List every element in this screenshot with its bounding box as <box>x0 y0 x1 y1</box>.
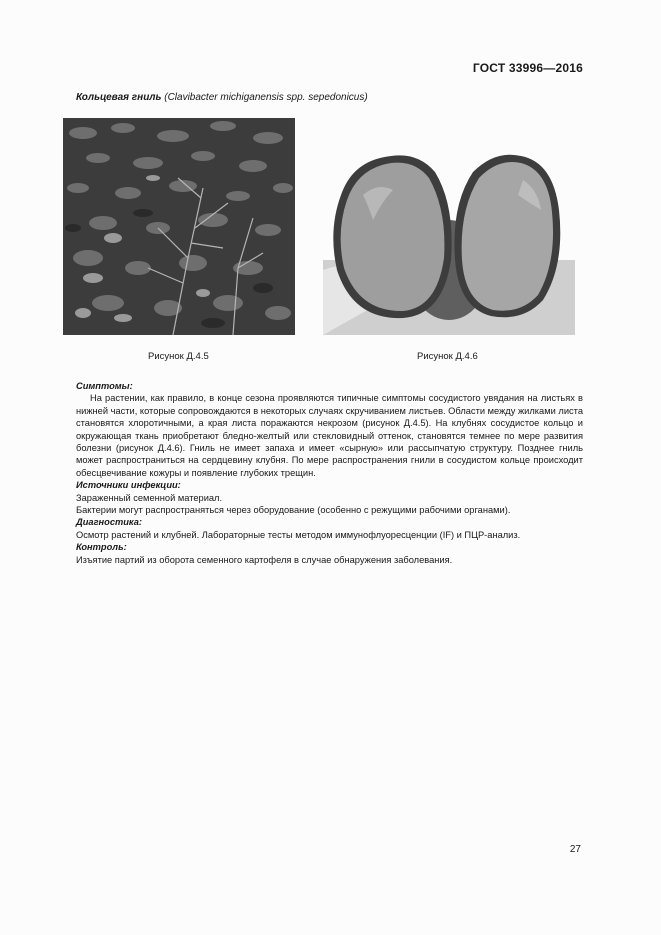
section-title-latin: (Clavibacter michiganensis spp. sepedonicus) <box>164 92 368 103</box>
symptoms-heading: Симптомы: <box>76 381 133 391</box>
tuber-photo-illustration <box>323 150 575 335</box>
section-title-main: Кольцевая гниль <box>76 92 162 103</box>
figure-tuber-photo <box>323 150 575 335</box>
figure-caption-d46: Рисунок Д.4.6 <box>417 351 478 362</box>
sources-line: Бактерии могут распространяться через оборудование (особенно с режущими рабочими органами). <box>76 505 511 516</box>
disease-description <box>76 380 583 566</box>
symptoms-paragraph: На растении, как правило, в конце сезона проявляются типичные симптомы сосудистого увядания на листьях в нижней части, которые сопровождаются в некоторых случаях скручиванием листьев. Области между жилками листа становятся хлоротичными, а края листа поражаются некрозом (рисунок Д.4.5). На клубнях сосудистое кольцо и окружающая ткань приобретают бледно-желтый или стекловидный оттенок, становятся темнее по мере развития болезни (рисунок Д.4.6). Гниль не имеет запаха и имеет «сырную» или рассыпчатую структуру. Позднее гниль может распространиться на сердцевину клубня. По мере распространения гнили в сосудистом кольце происходит обесцвечивание кожуры и появление глубоких трещин. <box>76 393 583 478</box>
section-title <box>76 92 368 103</box>
control-heading: Контроль: <box>76 542 127 553</box>
plant-photo-illustration <box>63 118 295 335</box>
control-paragraph: Изъятие партий из оборота семенного картофеля в случае обнаружения заболевания. <box>76 554 453 565</box>
diagnostics-paragraph: Осмотр растений и клубней. Лабораторные тесты методом иммунофлуоресценции (IF) и ПЦР-анализ. <box>76 529 521 540</box>
sources-heading: Источники инфекции: <box>76 480 181 491</box>
page-number: 27 <box>569 844 581 855</box>
sources-line: Зараженный семенной материал. <box>76 492 223 503</box>
figure-caption-d45: Рисунок Д.4.5 <box>148 351 209 362</box>
document-code: ГОСТ 33996—2016 <box>472 61 583 75</box>
figure-plant-photo <box>63 118 295 335</box>
diagnostics-heading: Диагностика: <box>76 517 143 528</box>
